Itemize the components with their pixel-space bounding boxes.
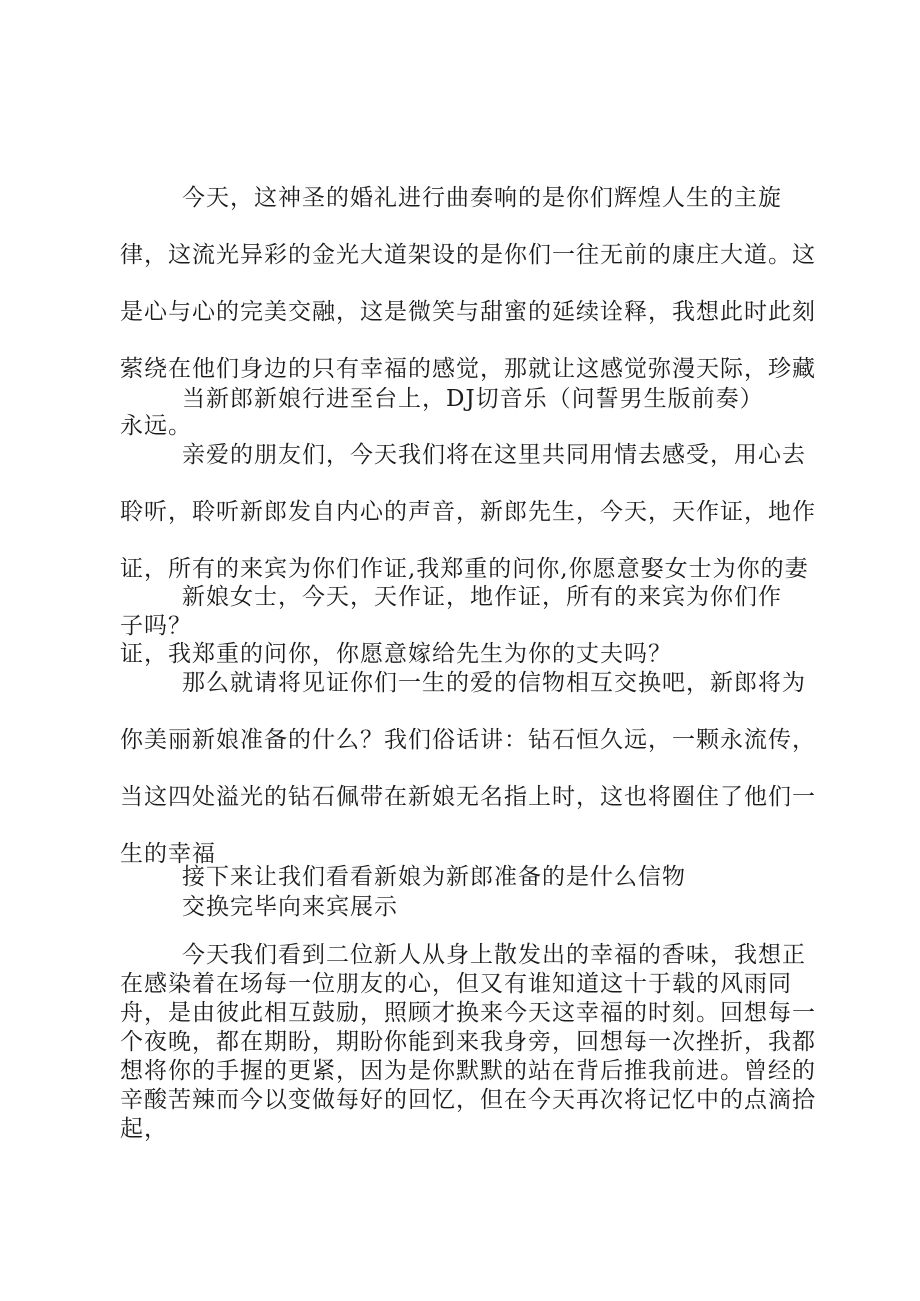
paragraph-memories: 今天我们看到二位新人从身上散发出的幸福的香味，我想正在感染着在场每一位朋友的心，但又有谁知道这十于载的风雨同舟，是由彼此相互鼓励，照顾才换来今天这幸福的时刻。回想每一个夜晚，都在期盼，期盼你能到来我身旁，回想每一次挫折，我都想将你的手握的更紧，因为是你默默的站在背后推我前进。曾经的辛酸苦辣而今以变做每好的回忆，但在今天再次将记忆中的点滴拾起， [120,942,816,1142]
paragraph-bride-token: 接下来让我们看看新娘为新郎准备的是什么信物 [182,864,686,890]
paragraph-groom-vow: 亲爱的朋友们，今天我们将在这里共同用情去感受，用心去聆听，聆听新郎发自内心的声音，新郎先生，今天，天作证，地作证，所有的来宾为你们作证,我郑重的问你,你愿意娶女士为你的妻子吗？ [120,442,816,639]
paragraph-stage-direction-music: 当新郎新娘行进至台上，DJ切音乐（问誓男生版前奏） [182,386,764,412]
paragraph-show-guests: 交换完毕向来宾展示 [182,894,398,920]
paragraph-wedding-opening: 今天，这神圣的婚礼进行曲奏响的是你们辉煌人生的主旋律，这流光异彩的金光大道架设的是你们一往无前的康庄大道。这是心与心的完美交融，这是微笑与甜蜜的延续诠释，我想此时此刻萦绕在他们身边的只有幸福的感觉，那就让这感觉弥漫天际，珍藏永远。 [120,185,816,439]
paragraph-bride-vow: 新娘女士，今天，天作证，地作证，所有的来宾为你们作证，我郑重的问你，你愿意嫁给先生为你的丈夫吗？ [120,584,782,667]
paragraph-ring-exchange: 那么就请将见证你们一生的爱的信物相互交换吧，新郎将为你美丽新娘准备的什么？我们俗话讲：钻石恒久远，一颗永流传，当这四处溢光的钻石佩带在新娘无名指上时，这也将圈住了他们一生的幸福 [120,670,816,867]
